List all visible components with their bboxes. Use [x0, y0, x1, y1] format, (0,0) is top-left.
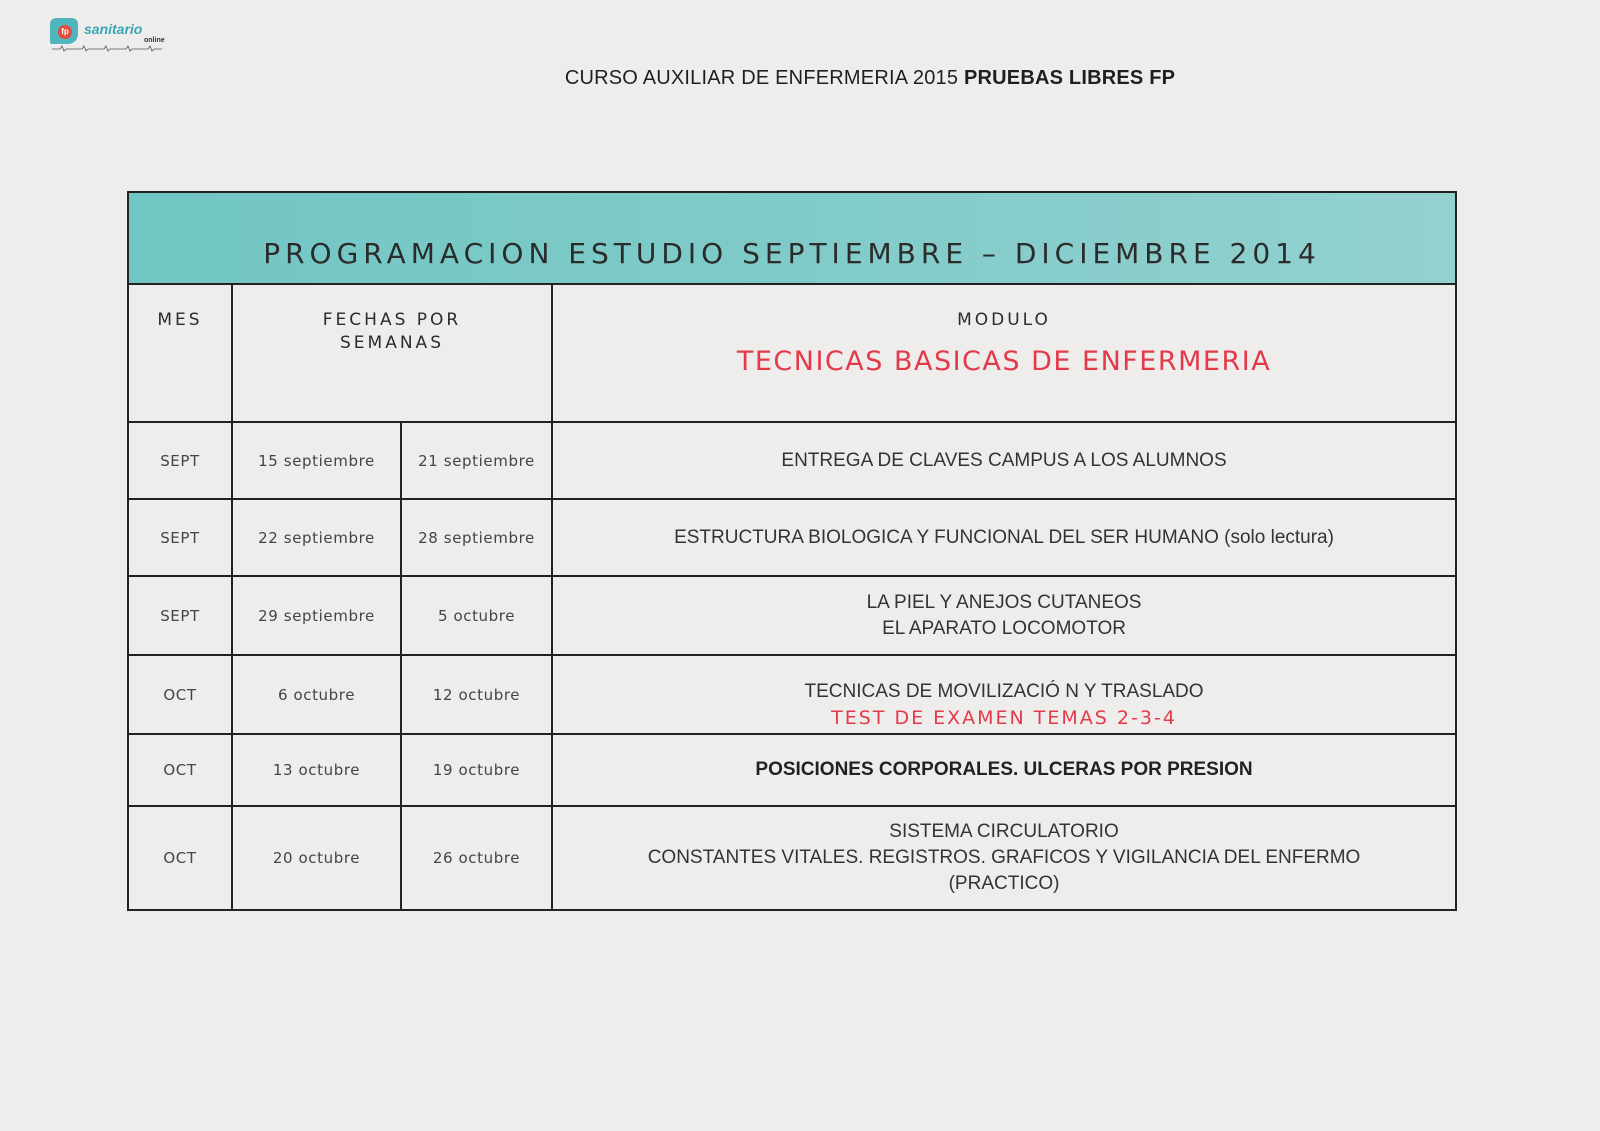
row-start-date: 29 septiembre [232, 576, 401, 655]
topic-line-1: TECNICAS DE MOVILIZACIÓ N Y TRASLADO [804, 680, 1204, 702]
row-mes: OCT [128, 655, 232, 734]
row-mes: OCT [128, 734, 232, 806]
title-regular: CURSO AUXILIAR DE ENFERMERIA 2015 [564, 67, 959, 89]
row-start-date: 15 septiembre [232, 422, 401, 499]
row-end-date: 21 septiembre [401, 422, 552, 499]
row-topic [552, 734, 1456, 806]
row-topic [552, 422, 1456, 499]
row-mes: SEPT [128, 422, 232, 499]
topic-line-1: ESTRUCTURA BIOLOGICA Y FUNCIONAL DEL SER HUMANO (solo lectura) [674, 526, 1334, 548]
table-row [128, 655, 1456, 734]
title-bold: PRUEBAS LIBRES FP [963, 67, 1176, 89]
header-mes [128, 284, 232, 422]
topic-line-1: SISTEMA CIRCULATORIO [889, 821, 1119, 842]
study-schedule-table [127, 191, 1457, 911]
topic-line-1: ENTREGA DE CLAVES CAMPUS A LOS ALUMNOS [781, 449, 1227, 471]
logo-badge: fp [58, 25, 72, 39]
brand-logo [48, 16, 188, 52]
table-row [128, 499, 1456, 576]
topic-bold-line: POSICIONES CORPORALES. ULCERAS POR PRESION [755, 759, 1253, 780]
document-title [0, 67, 1600, 90]
exam-highlight: TEST DE EXAMEN TEMAS 2-3-4 [831, 706, 1177, 729]
row-topic [552, 806, 1456, 910]
logo-sub: online [144, 37, 165, 44]
header-modulo-label: MODULO [957, 310, 1051, 330]
module-name: TECNICAS BASICAS DE ENFERMERIA [736, 346, 1272, 377]
row-start-date: 22 septiembre [232, 499, 401, 576]
topic-line-1: LA PIEL Y ANEJOS CUTANEOS [866, 591, 1142, 613]
row-start-date: 6 octubre [232, 655, 401, 734]
topic-line-2: EL APARATO LOCOMOTOR [882, 617, 1126, 639]
row-end-date: 5 octubre [401, 576, 552, 655]
table-row [128, 422, 1456, 499]
row-mes: OCT [128, 806, 232, 910]
header-fechas-label: FECHAS POR SEMANAS [322, 310, 462, 353]
logo-mark-icon [50, 18, 78, 44]
table-banner: PROGRAMACION ESTUDIO SEPTIEMBRE – DICIEMBRE 2014 [128, 192, 1456, 284]
row-end-date: 19 octubre [401, 734, 552, 806]
topic-line-3: (PRACTICO) [948, 873, 1060, 894]
topic-line-2: CONSTANTES VITALES. REGISTROS. GRAFICOS Y VIGILANCIA DEL ENFERMO [647, 847, 1361, 868]
row-start-date: 13 octubre [232, 734, 401, 806]
heartbeat-line-icon [52, 44, 162, 52]
row-topic [552, 655, 1456, 734]
row-end-date: 28 septiembre [401, 499, 552, 576]
row-mes: SEPT [128, 499, 232, 576]
table-row [128, 576, 1456, 655]
row-mes: SEPT [128, 576, 232, 655]
row-start-date: 20 octubre [232, 806, 401, 910]
row-topic [552, 499, 1456, 576]
header-fechas [232, 284, 552, 422]
row-topic [552, 576, 1456, 655]
header-mes-label: MES [157, 310, 203, 330]
logo-word: sanitario [84, 21, 143, 37]
row-end-date: 12 octubre [401, 655, 552, 734]
header-modulo [552, 284, 1456, 422]
table-row [128, 806, 1456, 910]
banner-row [128, 192, 1456, 284]
header-row [128, 284, 1456, 422]
row-end-date: 26 octubre [401, 806, 552, 910]
table-row [128, 734, 1456, 806]
